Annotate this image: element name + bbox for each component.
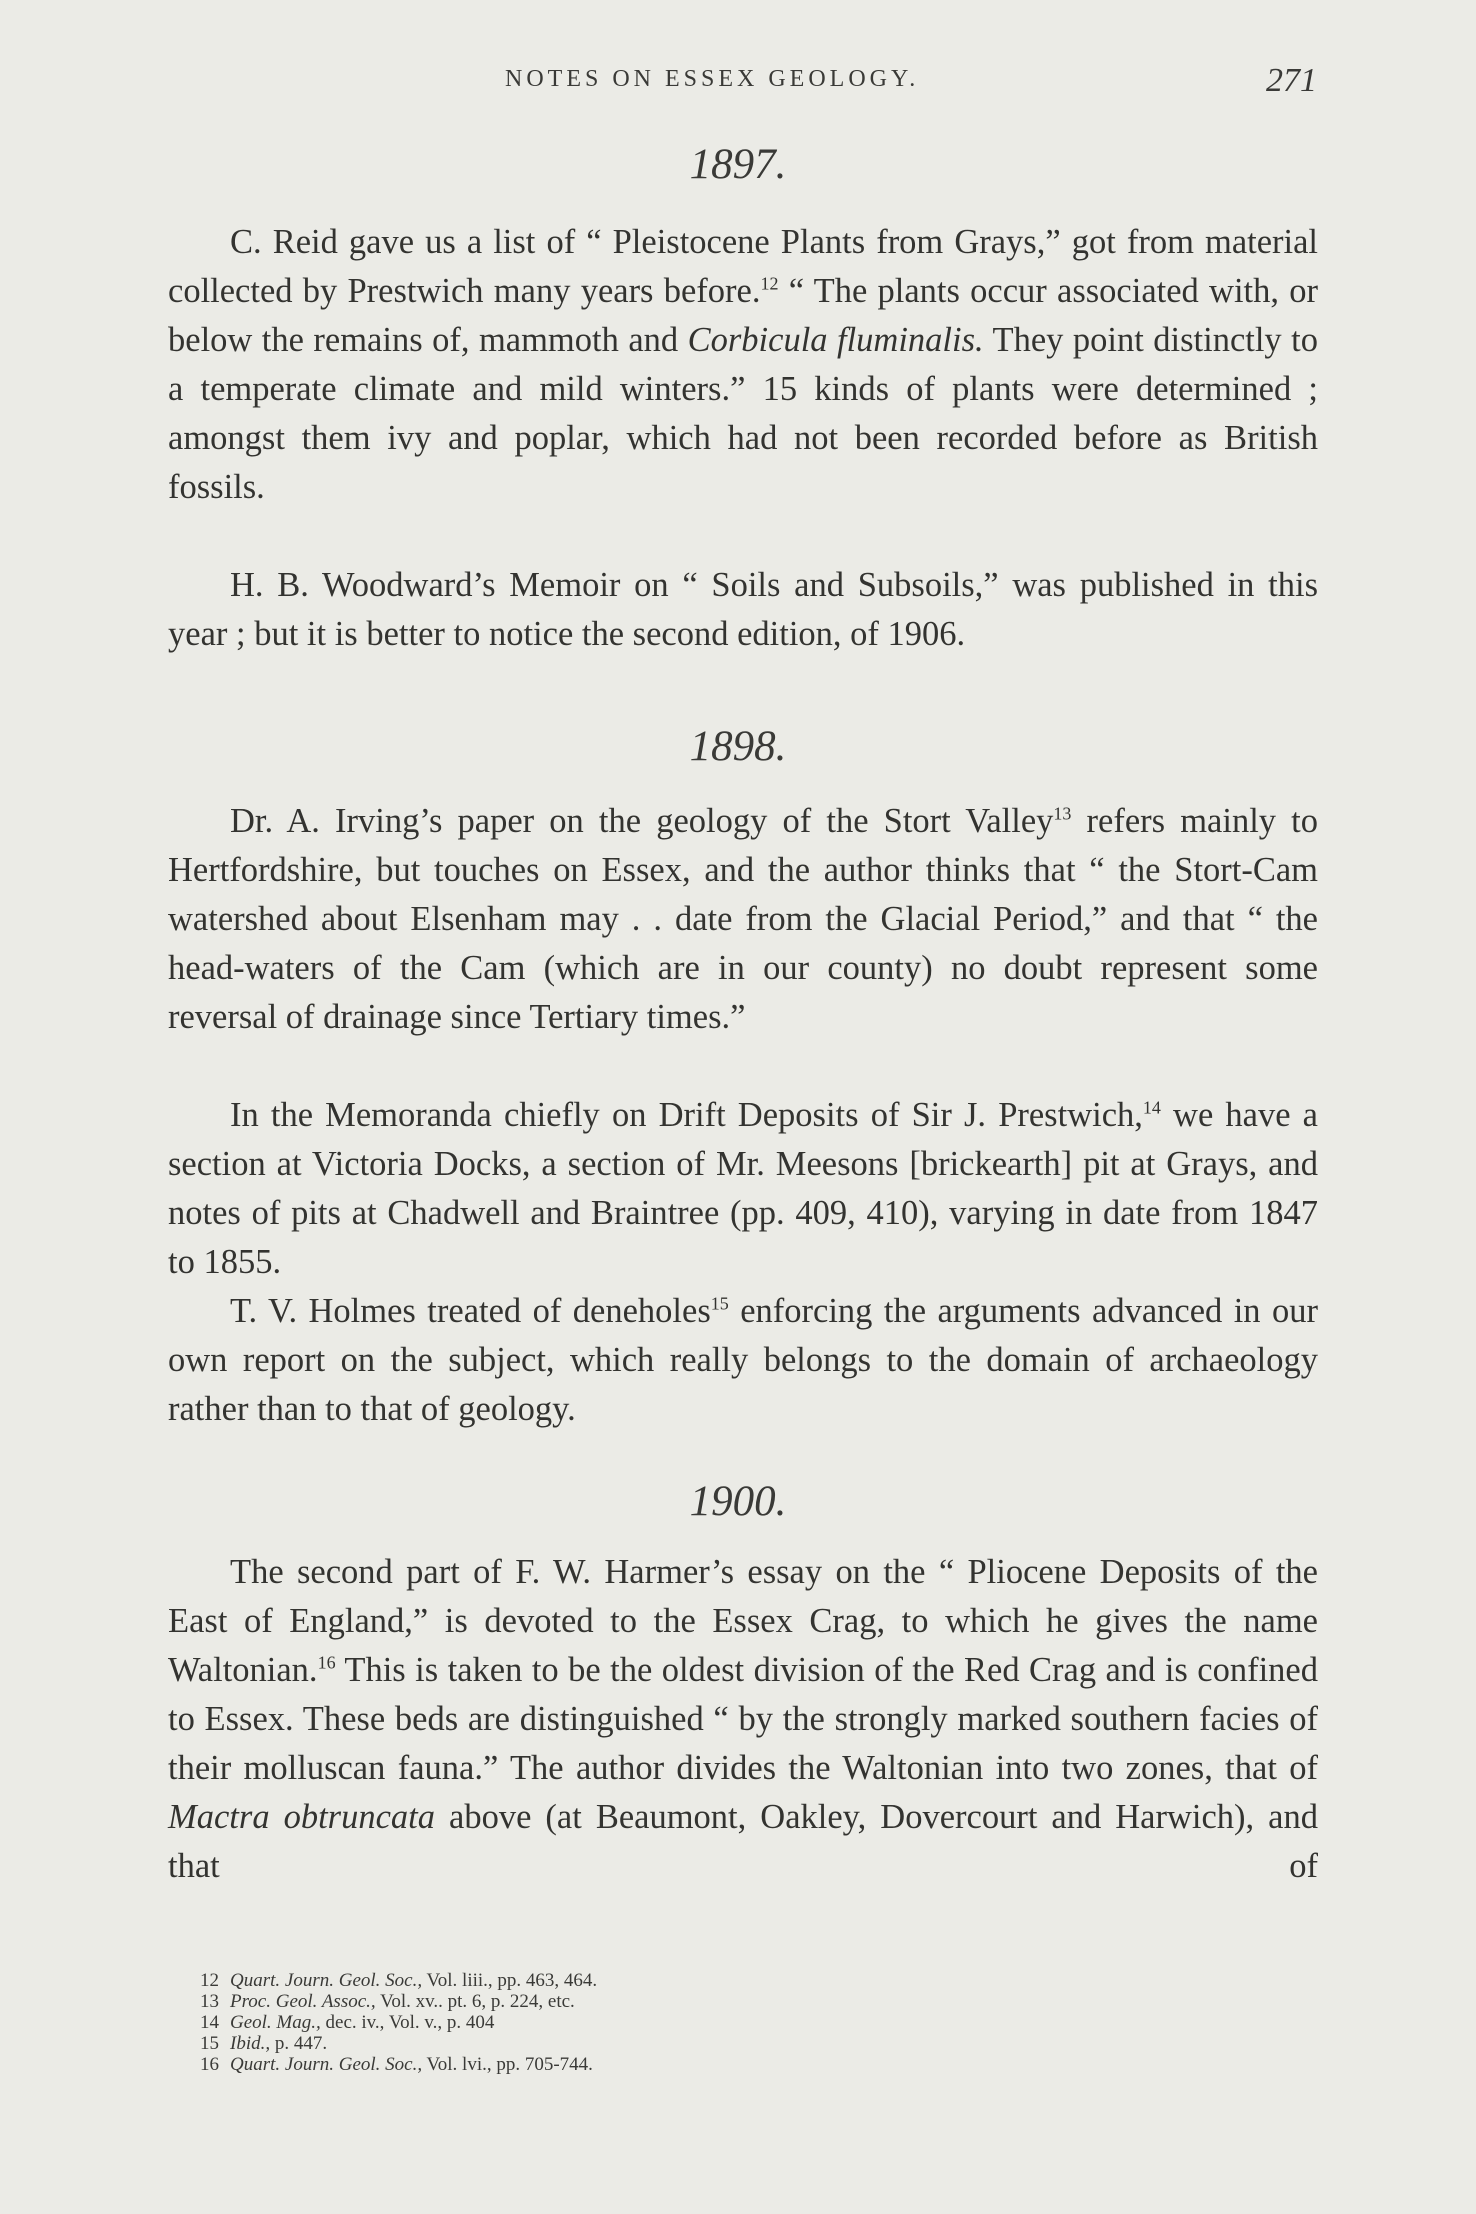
footnotes [200,1970,1100,2075]
page-number: 271 [1266,62,1317,99]
footnote-ref: 14 [1142,1097,1161,1118]
year-heading-1897: 1897. [689,141,787,188]
footnote: 14 Geol. Mag., dec. iv., Vol. v., p. 404 [200,2012,495,2033]
footnote: 12 Quart. Journ. Geol. Soc., Vol. liii., pp. 463, 464. [200,1970,598,1991]
footnote: 15 Ibid., p. 447. [200,2033,328,2054]
paragraph: C. Reid gave us a list of “ Pleistocene Plants from Grays,” got from material collected by Prestwich many years before.$^{12}$ “ The plants occur associated with, or below the remains of, mammoth and Corbicula fluminalis. They point distinctly to a temperate climate and mild winters.” 15 kinds of plants were determined ; amongst them ivy and poplar, which had not been recorded before as British fossils. [168,223,1318,506]
paragraph: The second part of F. W. Harmer’s essay on the “ Pliocene Deposits of the East of England,” is devoted to the Essex Crag, to which he gives the name Waltonian.$^{16}$ This is taken to be the oldest division of the Red Crag and is confined to Essex. These beds are distinguished “ by the strongly marked southern facies of their molluscan fauna.” The author divides the Waltonian into two zones, that of Mactra obtruncata above (at Beaumont, Oakley, Dovercourt and Harwich), and that of [168,1553,1318,1885]
paragraph: In the Memoranda chiefly on Drift Deposits of Sir J. Prestwich,$^{14}$ we have a section at Victoria Docks, a section of Mr. Meesons [brickearth] pit at Grays, and notes of pits at Chadwell and Braintree (pp. 409, 410), varying in date from 1847 to 1855. [168,1096,1318,1281]
paragraph: H. B. Woodward’s Memoir on “ Soils and Subsoils,” was published in this year ; but it is better to notice the second edition, of 1906. [168,566,1318,653]
page-header [0,62,1476,102]
paragraph: T. V. Holmes treated of deneholes$^{15}$ enforcing the arguments advanced in our own report on the subject, which really belongs to the domain of archaeology rather than to that of geology. [168,1292,1319,1428]
footnote: 13 Proc. Geol. Assoc., Vol. xv.. pt. 6, p. 224, etc. [200,1991,575,2012]
year-heading-1900: 1900. [689,1478,787,1525]
footnote-ref: 12 [760,273,779,294]
year-heading-1898: 1898. [689,723,787,770]
footnote-ref: 16 [317,1652,336,1673]
running-head: NOTES ON ESSEX GEOLOGY. [505,66,920,92]
footnote-ref: 15 [710,1293,729,1314]
footnote-ref: 13 [1053,803,1072,824]
footnote: 16 Quart. Journ. Geol. Soc., Vol. lvi., pp. 705-744. [200,2054,593,2075]
paragraph: Dr. A. Irving’s paper on the geology of the Stort Valley$^{13}$ refers mainly to Hertfordshire, but touches on Essex, and the author thinks that “ the Stort-Cam watershed about Elsenham may . . date from the Glacial Period,” and that “ the head-waters of the Cam (which are in our county) no doubt represent some reversal of drainage since Tertiary times.” [168,802,1318,1036]
